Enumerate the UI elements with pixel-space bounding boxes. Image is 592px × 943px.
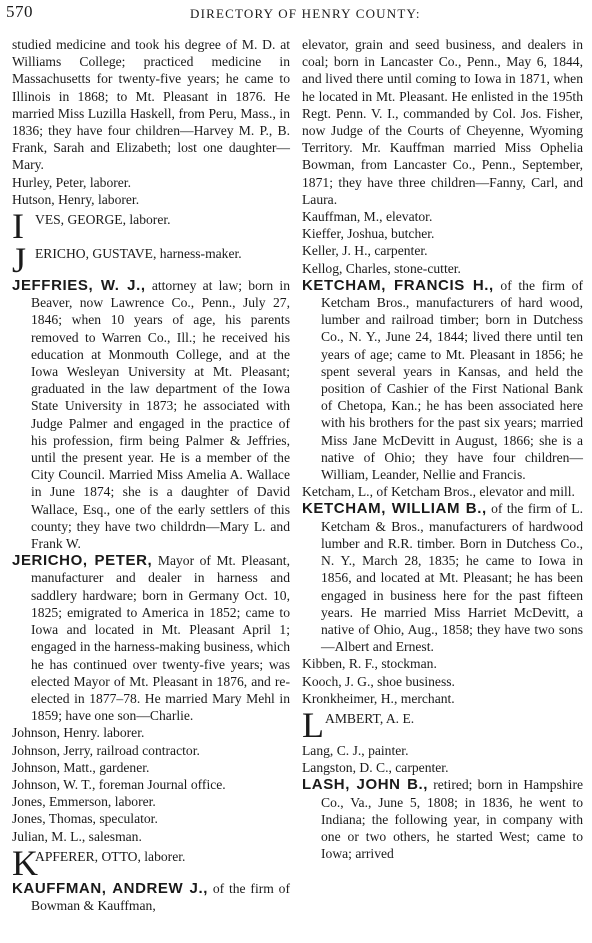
entry-name: JEFFRIES, W. J.,	[12, 277, 146, 295]
entry-text: ERICHO, GUSTAVE, harness-maker.	[35, 246, 242, 262]
biography-entry	[302, 500, 583, 655]
continued-entry-text: elevator, grain and seed business, and dealers in coal; born in Lancaster Co., Penn., May 6, 1844, and lived there until coming to Iowa in 1871, when he located in Mt. Pleasant. He enlisted in the 195th Regt. Penn. V. I., commanded by Col. Jos. Fisher, now Judge of the Courts of Cheyenne, Wyoming Territory. Mr. Kauffman married Miss Ophelia Bowman, from Lancaster Co., Penn., September, 1871; they have three children—Fanny, Carl, and Laura.	[302, 37, 583, 207]
drop-initial: L	[302, 704, 324, 745]
directory-entry: Hutson, Henry, laborer.	[12, 191, 140, 207]
drop-initial: J	[12, 240, 27, 281]
drop-initial: I	[12, 206, 24, 247]
directory-entry: Kibben, R. F., stockman.	[302, 656, 437, 672]
drop-initial: K	[12, 842, 38, 883]
directory-entry: Ketcham, L., of Ketcham Bros., elevator and mill.	[302, 484, 575, 500]
directory-entry: Langston, D. C., carpenter.	[302, 760, 449, 776]
entry-name: KETCHAM, WILLIAM B.,	[302, 500, 487, 518]
directory-entry: Johnson, Jerry, railroad contractor.	[12, 742, 200, 758]
entry-name: LASH, JOHN B.,	[302, 776, 429, 794]
entry-text: Mayor of Mt. Pleasant, manufacturer and dealer in harness and saddlery hardware; born in Germany Oct. 10, 1825; emigrated to America in 1852; came to Iowa and located in Mt. Pleasant April 1; engaged in the harness-making business, which he has continued over twenty-five years; was elected Mayor of Mt. Pleasant in 1876, and re-elected in 1877–78. He married Mary Mehl in 1859; have one son—Charlie.	[31, 553, 290, 724]
entry-text: VES, GEORGE, laborer.	[35, 212, 171, 228]
running-head: DIRECTORY OF HENRY COUNTY:	[190, 6, 421, 21]
directory-entry: Hurley, Peter, laborer.	[12, 174, 131, 190]
directory-entry: Lang, C. J., painter.	[302, 742, 409, 758]
biography-entry	[12, 552, 290, 724]
biography-entry	[302, 277, 583, 483]
directory-entry: Kieffer, Joshua, butcher.	[302, 226, 435, 242]
left-column	[12, 36, 290, 914]
directory-entry: Keller, J. H., carpenter.	[302, 243, 428, 259]
directory-entry	[12, 842, 290, 883]
entry-text: AMBERT, A. E.	[325, 710, 415, 726]
entry-text: of the firm of Ketcham Bros., manufacturers of hard wood, lumber and railroad timber; born in Dutchess Co., N. Y., June 24, 1844; lived there until ten years of age; came to Mt. Pleasant in 1856; he spent several years in Kansas, and held the position of Cashier of the First National Bank of Chetopa, Kan.; he has been associated here with his brothers for the past six years; married Miss Jane McDevitt in August, 1866; she is a native of Ohio; they have four children—William, Leander, Nellie and Francis.	[321, 277, 583, 483]
entry-text: attorney at law; born in Beaver, now Lawrence Co., Penn., July 27, 1846; when 10 years of age, his parents removed to Warren Co., Ill.; he received his education at Monmouth College, and at the Iowa Wesleyan University at Mt. Pleasant; graduated in the law department of the Iowa State University in 1873; he associated with Judge Palmer and engaged in the practice of his profession, firm being Palmer & Jeffries, until the present year. He is a member of the City Council. Married Miss Amelia A. Wallace in June 1874; she is a daughter of David Wallace, Esq., one of the early settlers of this county; they have two childrdn—Mary L. and Frank W.	[31, 278, 290, 552]
directory-entry: Johnson, Henry. laborer.	[12, 725, 145, 741]
continued-entry-text: studied medicine and took his degree of M. D. at Williams College; practiced medicine in Massachusetts for twenty-five years; he came to Illinois in 1868; to Mt. Pleasant in 1876. He married Miss Luzilla Haskell, from Peru, Mass., in 1836; they have four children—Harvey M. P., B. Frank, Sarah and Elizabeth; lost one daughter—Mary.	[12, 37, 290, 173]
directory-entry: Julian, M. L., salesman.	[12, 828, 142, 844]
directory-entry	[12, 240, 290, 281]
entry-text: APFERER, OTTO, laborer.	[35, 848, 186, 864]
entry-name: KAUFFMAN, ANDREW J.,	[12, 879, 208, 897]
right-column	[302, 36, 583, 862]
directory-entry: Jones, Thomas, speculator.	[12, 811, 158, 827]
entry-name: KETCHAM, FRANCIS H.,	[302, 276, 494, 294]
directory-entry: Kronkheimer, H., merchant.	[302, 690, 455, 706]
directory-entry: Kauffman, M., elevator.	[302, 209, 433, 225]
entry-text: of the firm of L. Ketcham & Bros., manufacturers of hardwood lumber and R.R. timber. Born in Dutchess Co., N. Y., March 28, 1835; he came to Iowa in 1856, and located at Mt. Pleasant; he has been engaged in business here for the past fifteen years. He married Miss Harriet McDevitt, a native of Ohio, Aug., 1858; they have two sons—Albert and Ernest.	[321, 501, 583, 655]
directory-entry	[302, 704, 583, 745]
directory-entry: Kooch, J. G., shoe business.	[302, 673, 455, 689]
entry-text: retired; born in Hampshire Co., Va., June 5, 1808; in 1836, he went to Indiana; the following year, in company with one or two others, he started West; came to Iowa; arrived	[321, 777, 583, 862]
biography-entry	[12, 277, 290, 552]
biography-entry	[302, 776, 583, 862]
entry-name: JERICHO, PETER,	[12, 552, 153, 570]
directory-entry	[12, 206, 290, 247]
directory-entry: Johnson, Matt., gardener.	[12, 759, 150, 775]
directory-entry: Johnson, W. T., foreman Journal office.	[12, 776, 226, 792]
page-number: 570	[6, 2, 33, 21]
directory-entry: Jones, Emmerson, laborer.	[12, 794, 156, 810]
entry-text: of the firm of Bowman & Kauffman,	[31, 880, 290, 913]
directory-entry: Kellog, Charles, stone-cutter.	[302, 260, 461, 276]
biography-entry	[12, 880, 290, 914]
